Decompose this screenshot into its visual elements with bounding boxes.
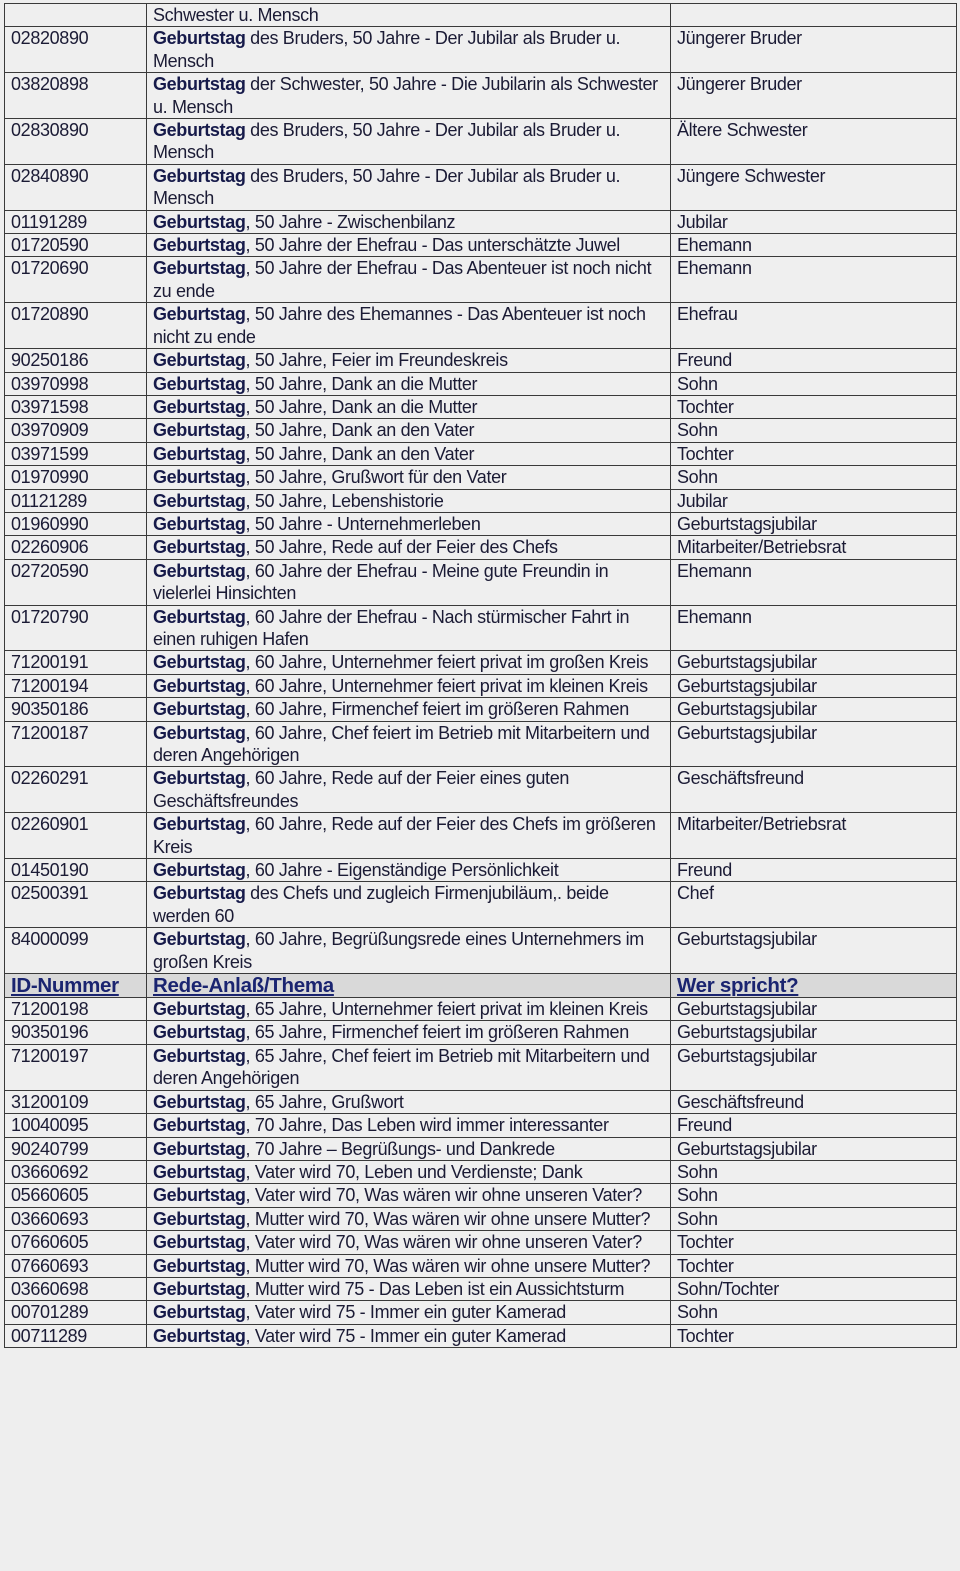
topic-cell (147, 442, 671, 465)
speaker-cell: Ehemann (671, 605, 957, 651)
topic-cell (147, 698, 671, 721)
speaker-cell: Tochter (671, 442, 957, 465)
speaker-cell: Ältere Schwester (671, 119, 957, 165)
topic-cell (147, 303, 671, 349)
topic-cell (147, 372, 671, 395)
id-cell: 07660605 (5, 1231, 147, 1254)
speaker-cell: Ehemann (671, 257, 957, 303)
topic-cell (147, 1324, 671, 1347)
id-cell (5, 4, 147, 27)
topic-keyword: Geburtstag (153, 560, 246, 581)
speaker-cell: Geburtstagsjubilar (671, 1044, 957, 1090)
id-cell: 03820898 (5, 73, 147, 119)
topic-text: , Vater wird 70, Was wären wir ohne unseren Vater? (245, 1185, 642, 1206)
table-row (5, 1114, 957, 1137)
topic-cell (147, 466, 671, 489)
topic-text: , 60 Jahre, Rede auf der Feier des Chefs im größeren Kreis (153, 814, 656, 857)
topic-cell (147, 767, 671, 813)
table-row (5, 164, 957, 210)
topic-keyword: Geburtstag (153, 235, 246, 256)
topic-text: , Mutter wird 70, Was wären wir ohne unsere Mutter? (245, 1255, 651, 1276)
topic-keyword: Geburtstag (153, 699, 246, 720)
topic-text: , Vater wird 70, Leben und Verdienste; Dank (245, 1161, 583, 1182)
topic-text: , 50 Jahre, Grußwort für den Vater (245, 467, 507, 488)
id-cell: 90250186 (5, 349, 147, 372)
topic-text: der Schwester, 50 Jahre - Die Jubilarin als Schwester u. Mensch (153, 74, 658, 117)
speaker-cell: Jüngere Schwester (671, 164, 957, 210)
table-row (5, 466, 957, 489)
speaker-cell: Chef (671, 882, 957, 928)
id-cell: 71200197 (5, 1044, 147, 1090)
id-cell: 71200187 (5, 721, 147, 767)
table-row (5, 257, 957, 303)
speaker-cell: Geburtstagsjubilar (671, 698, 957, 721)
topic-cell (147, 395, 671, 418)
speaker-cell: Tochter (671, 1324, 957, 1347)
topic-text: , 50 Jahre der Ehefrau - Das Abenteuer ist noch nicht zu ende (153, 258, 652, 301)
table-row (5, 303, 957, 349)
speaker-cell: Sohn (671, 466, 957, 489)
header-topic: Rede-Anlaß/Thema (147, 974, 671, 998)
topic-text: , 65 Jahre, Firmenchef feiert im größeren Rahmen (245, 1022, 629, 1043)
topic-cell (147, 721, 671, 767)
topic-keyword: Geburtstag (153, 120, 246, 141)
topic-text: des Chefs und zugleich Firmenjubiläum,. beide werden 60 (153, 883, 609, 926)
topic-keyword: Geburtstag (153, 768, 246, 789)
topic-text: Schwester u. Mensch (153, 5, 319, 25)
table-row (5, 1137, 957, 1160)
topic-cell (147, 1021, 671, 1044)
topic-keyword: Geburtstag (153, 467, 246, 488)
speaker-cell: Jüngerer Bruder (671, 27, 957, 73)
topic-text: des Bruders, 50 Jahre - Der Jubilar als Bruder u. Mensch (153, 165, 621, 209)
id-cell: 01720890 (5, 303, 147, 349)
topic-cell (147, 1301, 671, 1324)
topic-keyword: Geburtstag (153, 722, 246, 743)
speaker-cell: Sohn (671, 1184, 957, 1207)
topic-text: , Vater wird 70, Was wären wir ohne unseren Vater? (245, 1232, 642, 1253)
topic-keyword: Geburtstag (153, 1022, 246, 1043)
table-row (5, 1301, 957, 1324)
speaker-cell: Geburtstagsjubilar (671, 1021, 957, 1044)
topic-cell (147, 998, 671, 1021)
table-row (5, 4, 957, 27)
topic-keyword: Geburtstag (153, 1232, 246, 1253)
speaker-cell: Geburtstagsjubilar (671, 512, 957, 535)
speaker-cell: Jubilar (671, 210, 957, 233)
id-cell: 01121289 (5, 489, 147, 512)
table-row (5, 559, 957, 605)
table-row (5, 512, 957, 535)
table-row (5, 998, 957, 1021)
topic-text: , 60 Jahre - Eigenständige Persönlichkeit (245, 860, 559, 881)
speaker-cell: Geburtstagsjubilar (671, 1137, 957, 1160)
id-cell: 01191289 (5, 210, 147, 233)
id-cell: 01720590 (5, 234, 147, 257)
rows-after-header (5, 998, 957, 1348)
topic-keyword: Geburtstag (153, 1161, 246, 1182)
topic-text: , 50 Jahre, Dank an die Mutter (245, 373, 478, 394)
topic-text: , 50 Jahre - Unternehmerleben (245, 513, 481, 534)
id-cell: 71200198 (5, 998, 147, 1021)
topic-keyword: Geburtstag (153, 929, 246, 950)
topic-keyword: Geburtstag (153, 675, 246, 696)
topic-cell (147, 605, 671, 651)
id-cell: 10040095 (5, 1114, 147, 1137)
table-row (5, 536, 957, 559)
table-row (5, 73, 957, 119)
topic-text: , 50 Jahre der Ehefrau - Das unterschätzte Juwel (245, 235, 620, 256)
topic-keyword: Geburtstag (153, 513, 246, 534)
speaker-cell: Sohn (671, 419, 957, 442)
table-row (5, 882, 957, 928)
topic-cell (147, 882, 671, 928)
speaker-cell: Mitarbeiter/Betriebsrat (671, 536, 957, 559)
id-cell: 02830890 (5, 119, 147, 165)
topic-text: , 60 Jahre, Chef feiert im Betrieb mit Mitarbeitern und deren Angehörigen (153, 722, 650, 765)
topic-keyword: Geburtstag (153, 1255, 246, 1276)
speaker-cell: Ehemann (671, 234, 957, 257)
table-row (5, 1324, 957, 1347)
topic-keyword: Geburtstag (153, 490, 246, 511)
id-cell: 01720790 (5, 605, 147, 651)
topic-text: , 50 Jahre - Zwischenbilanz (245, 211, 456, 232)
topic-cell (147, 234, 671, 257)
topic-cell (147, 1160, 671, 1183)
topic-keyword: Geburtstag (153, 1302, 246, 1323)
id-cell: 02260906 (5, 536, 147, 559)
topic-keyword: Geburtstag (153, 883, 246, 904)
topic-keyword: Geburtstag (153, 1138, 246, 1159)
speaker-cell: Tochter (671, 1231, 957, 1254)
table-row (5, 442, 957, 465)
topic-text: , 60 Jahre, Firmenchef feiert im größeren Rahmen (245, 699, 629, 720)
table-row (5, 372, 957, 395)
speaker-cell: Geburtstagsjubilar (671, 998, 957, 1021)
topic-cell (147, 512, 671, 535)
speaker-cell: Sohn (671, 1207, 957, 1230)
topic-cell (147, 1254, 671, 1277)
speaker-cell: Sohn (671, 372, 957, 395)
topic-cell (147, 1044, 671, 1090)
id-cell: 02820890 (5, 27, 147, 73)
table-row (5, 813, 957, 859)
speaker-cell: Geburtstagsjubilar (671, 674, 957, 697)
topic-text: , 50 Jahre, Dank an den Vater (245, 443, 475, 464)
topic-text: , Vater wird 75 - Immer ein guter Kamerad (245, 1325, 566, 1346)
id-cell: 02500391 (5, 882, 147, 928)
speaker-cell: Geburtstagsjubilar (671, 721, 957, 767)
topic-cell (147, 27, 671, 73)
topic-keyword: Geburtstag (153, 396, 246, 417)
topic-text: des Bruders, 50 Jahre - Der Jubilar als Bruder u. Mensch (153, 120, 621, 163)
table-row (5, 1090, 957, 1113)
topic-keyword: Geburtstag (153, 165, 246, 186)
id-cell: 05660605 (5, 1184, 147, 1207)
id-cell: 03660693 (5, 1207, 147, 1230)
topic-cell (147, 1114, 671, 1137)
topic-keyword: Geburtstag (153, 1185, 246, 1206)
table-row (5, 605, 957, 651)
topic-text: , 70 Jahre, Das Leben wird immer interessanter (245, 1115, 609, 1136)
topic-text: , 60 Jahre, Unternehmer feiert privat im kleinen Kreis (245, 675, 648, 696)
topic-keyword: Geburtstag (153, 258, 246, 279)
id-cell: 02720590 (5, 559, 147, 605)
table-row (5, 928, 957, 974)
table-row (5, 674, 957, 697)
speaker-cell: Geschäftsfreund (671, 1090, 957, 1113)
topic-keyword: Geburtstag (153, 814, 246, 835)
topic-keyword: Geburtstag (153, 860, 246, 881)
topic-keyword: Geburtstag (153, 1325, 246, 1346)
table-row (5, 27, 957, 73)
topic-text: , 65 Jahre, Unternehmer feiert privat im kleinen Kreis (245, 999, 648, 1020)
topic-text: , 65 Jahre, Chef feiert im Betrieb mit Mitarbeitern und deren Angehörigen (153, 1045, 650, 1089)
topic-keyword: Geburtstag (153, 74, 246, 95)
topic-text: , 60 Jahre, Rede auf der Feier eines guten Geschäftsfreundes (153, 768, 570, 811)
table-row (5, 651, 957, 674)
header-id: ID-Nummer (5, 974, 147, 998)
topic-text: , 50 Jahre, Dank an den Vater (245, 420, 475, 441)
speaker-cell: Geburtstagsjubilar (671, 928, 957, 974)
table-row (5, 859, 957, 882)
topic-cell (147, 419, 671, 442)
speaker-cell: Freund (671, 349, 957, 372)
topic-keyword: Geburtstag (153, 304, 246, 325)
topic-text: , 50 Jahre des Ehemannes - Das Abenteuer ist noch nicht zu ende (153, 304, 646, 347)
id-cell: 84000099 (5, 928, 147, 974)
topic-cell (147, 1231, 671, 1254)
id-cell: 01720690 (5, 257, 147, 303)
topic-keyword: Geburtstag (153, 999, 246, 1020)
topic-text: , 70 Jahre – Begrüßungs- und Dankrede (245, 1138, 555, 1159)
topic-text: , 50 Jahre, Dank an die Mutter (245, 396, 478, 417)
topic-text: , 60 Jahre der Ehefrau - Nach stürmischer Fahrt in einen ruhigen Hafen (153, 606, 630, 649)
topic-keyword: Geburtstag (153, 420, 246, 441)
id-cell: 03970998 (5, 372, 147, 395)
table-row (5, 349, 957, 372)
id-cell: 71200194 (5, 674, 147, 697)
topic-cell (147, 859, 671, 882)
header-speaker: Wer spricht? (671, 974, 957, 998)
topic-cell (147, 164, 671, 210)
rows-before-header (5, 4, 957, 974)
speaker-cell (671, 4, 957, 27)
speaker-cell: Tochter (671, 395, 957, 418)
topic-keyword: Geburtstag (153, 28, 246, 49)
table-row (5, 395, 957, 418)
topic-text: , Mutter wird 70, Was wären wir ohne unsere Mutter? (245, 1208, 651, 1229)
topic-cell (147, 73, 671, 119)
topic-keyword: Geburtstag (153, 443, 246, 464)
topic-keyword: Geburtstag (153, 373, 246, 394)
speaker-cell: Freund (671, 1114, 957, 1137)
table-row (5, 1277, 957, 1300)
topic-text: , Mutter wird 75 - Das Leben ist ein Aussichtsturm (245, 1278, 625, 1299)
topic-keyword: Geburtstag (153, 350, 246, 371)
topic-text: , Vater wird 75 - Immer ein guter Kamerad (245, 1302, 566, 1323)
id-cell: 03971598 (5, 395, 147, 418)
table-row (5, 234, 957, 257)
id-cell: 00711289 (5, 1324, 147, 1347)
topic-text: , 50 Jahre, Rede auf der Feier des Chefs (245, 537, 558, 558)
topic-cell (147, 1137, 671, 1160)
topic-cell (147, 489, 671, 512)
table-row (5, 119, 957, 165)
id-cell: 71200191 (5, 651, 147, 674)
topic-cell (147, 1184, 671, 1207)
table-row (5, 1044, 957, 1090)
id-cell: 02260291 (5, 767, 147, 813)
table-row (5, 1184, 957, 1207)
topic-cell (147, 674, 671, 697)
speaker-cell: Freund (671, 859, 957, 882)
topic-text: , 60 Jahre, Begrüßungsrede eines Unternehmers im großen Kreis (153, 929, 644, 972)
id-cell: 03970909 (5, 419, 147, 442)
id-cell: 31200109 (5, 1090, 147, 1113)
id-cell: 00701289 (5, 1301, 147, 1324)
speaker-cell: Sohn/Tochter (671, 1277, 957, 1300)
id-cell: 90240799 (5, 1137, 147, 1160)
topic-keyword: Geburtstag (153, 1091, 246, 1112)
topic-keyword: Geburtstag (153, 652, 246, 673)
id-cell: 02840890 (5, 164, 147, 210)
id-cell: 03660698 (5, 1277, 147, 1300)
topic-keyword: Geburtstag (153, 1208, 246, 1229)
topic-text: , 50 Jahre, Lebenshistorie (245, 490, 444, 511)
table-row (5, 1254, 957, 1277)
id-cell: 03660692 (5, 1160, 147, 1183)
speaker-cell: Mitarbeiter/Betriebsrat (671, 813, 957, 859)
topic-cell (147, 813, 671, 859)
id-cell: 90350186 (5, 698, 147, 721)
id-cell: 02260901 (5, 813, 147, 859)
table-row (5, 1021, 957, 1044)
table-row (5, 1207, 957, 1230)
id-cell: 90350196 (5, 1021, 147, 1044)
table-row (5, 210, 957, 233)
topic-text: des Bruders, 50 Jahre - Der Jubilar als Bruder u. Mensch (153, 28, 621, 71)
speaker-cell: Sohn (671, 1301, 957, 1324)
speaker-cell: Ehefrau (671, 303, 957, 349)
id-cell: 01450190 (5, 859, 147, 882)
speaker-cell: Geschäftsfreund (671, 767, 957, 813)
topic-cell (147, 559, 671, 605)
id-cell: 01970990 (5, 466, 147, 489)
speaker-cell: Sohn (671, 1160, 957, 1183)
table-row (5, 698, 957, 721)
table-header-row (5, 974, 957, 998)
topic-cell (147, 928, 671, 974)
table-row (5, 767, 957, 813)
table-row (5, 419, 957, 442)
speaker-cell: Geburtstagsjubilar (671, 651, 957, 674)
topic-cell (147, 4, 671, 27)
topic-cell (147, 257, 671, 303)
speaker-cell: Ehemann (671, 559, 957, 605)
table-row (5, 489, 957, 512)
topic-cell (147, 1090, 671, 1113)
topic-keyword: Geburtstag (153, 211, 246, 232)
topic-text: , 60 Jahre, Unternehmer feiert privat im großen Kreis (245, 652, 649, 673)
topic-keyword: Geburtstag (153, 606, 246, 627)
topic-cell (147, 1207, 671, 1230)
topic-cell (147, 349, 671, 372)
table-row (5, 721, 957, 767)
table-row (5, 1160, 957, 1183)
id-cell: 03971599 (5, 442, 147, 465)
topic-keyword: Geburtstag (153, 1115, 246, 1136)
speech-catalog-table (4, 3, 957, 1348)
topic-keyword: Geburtstag (153, 537, 246, 558)
topic-cell (147, 651, 671, 674)
topic-cell (147, 210, 671, 233)
topic-cell (147, 1277, 671, 1300)
topic-text: , 65 Jahre, Grußwort (245, 1091, 404, 1112)
table-row (5, 1231, 957, 1254)
topic-text: , 60 Jahre der Ehefrau - Meine gute Freundin in vielerlei Hinsichten (153, 560, 609, 604)
topic-cell (147, 119, 671, 165)
id-cell: 07660693 (5, 1254, 147, 1277)
speaker-cell: Jubilar (671, 489, 957, 512)
speaker-cell: Jüngerer Bruder (671, 73, 957, 119)
topic-keyword: Geburtstag (153, 1278, 246, 1299)
topic-cell (147, 536, 671, 559)
topic-keyword: Geburtstag (153, 1045, 246, 1066)
id-cell: 01960990 (5, 512, 147, 535)
topic-text: , 50 Jahre, Feier im Freundeskreis (245, 350, 508, 371)
speaker-cell: Tochter (671, 1254, 957, 1277)
